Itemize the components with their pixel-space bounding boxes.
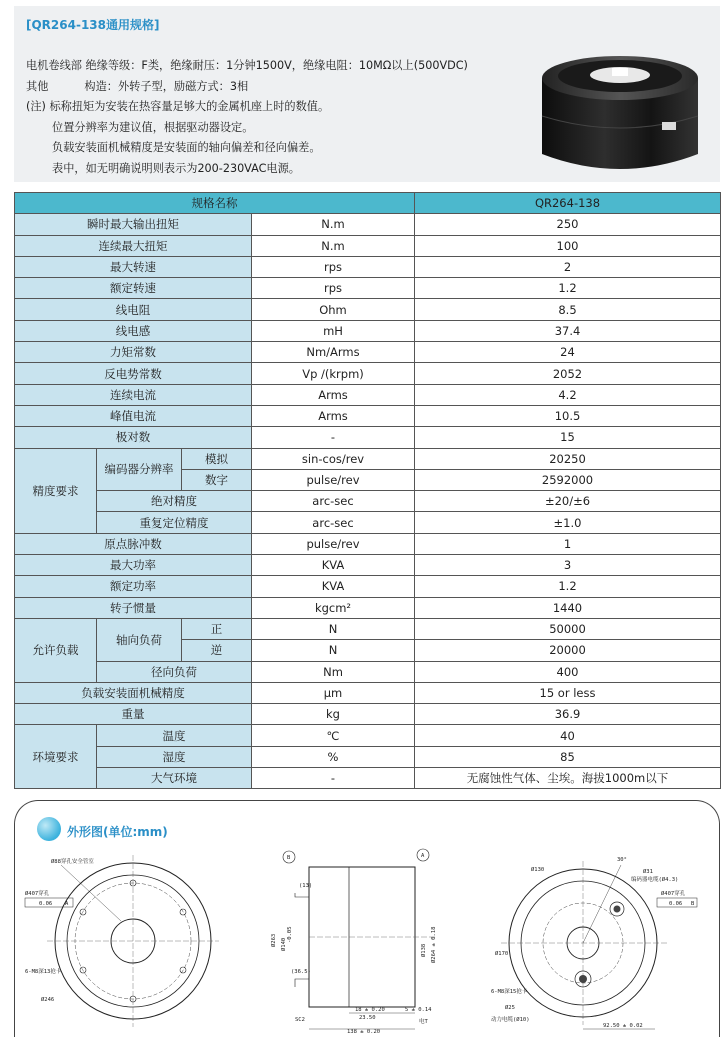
table-row: 允许负载 轴向负荷 正 N 50000 (15, 618, 721, 639)
drawing-label: Ø130 (531, 867, 545, 873)
drawing-label: Ø407穿孔 (661, 891, 686, 897)
table-row: 线电感 mH 37.4 (15, 320, 721, 341)
table-row: 力矩常数 Nm/Arms 24 (15, 342, 721, 363)
drawing-label: (13) (299, 883, 313, 889)
header-model: QR264-138 (415, 193, 721, 214)
drawing-label: -0.05 (287, 926, 293, 943)
outline-drawing-panel (14, 800, 720, 1037)
table-row: 精度要求 编码器分辨率 模拟 sin-cos/rev 20250 (15, 448, 721, 469)
table-row: 转子惯量 kgcm² 1440 (15, 597, 721, 618)
spec-title: [QR264-138通用规格] (26, 18, 160, 32)
table-row: 连续最大扭矩 N.m 100 (15, 235, 721, 256)
table-row: 极对数 - 15 (15, 427, 721, 448)
drawing-label: 6-M8深13抢卡 (25, 969, 62, 975)
drawing-label: Ø138 (421, 943, 427, 957)
note-line: 位置分辨率为建议值，根据驱动器设定。 (52, 120, 254, 134)
drawing-label: 动力电缆(Ø10) (491, 1017, 530, 1023)
table-row: 额定功率 KVA 1.2 (15, 576, 721, 597)
drawing-label: Ø31 (643, 869, 653, 875)
table-row: 瞬时最大输出扭矩 N.m 250 (15, 214, 721, 235)
note-line: 表中，如无明确说明则表示为200-230VAC电源。 (52, 161, 300, 175)
drawing-label: SC2 (295, 1017, 305, 1023)
table-row: 环境要求 温度 ℃ 40 (15, 725, 721, 746)
drawing-label: 6-M8深15抢卡 (491, 989, 528, 995)
drawing-label: Ø140 (281, 937, 287, 951)
table-row: 逆 N 20000 (15, 640, 721, 661)
drawing-label: Ø263 (271, 933, 277, 947)
table-row: 绝对精度 arc-sec ±20/±6 (15, 491, 721, 512)
note-line: 其他 构造：外转子型，励磁方式：3相 (26, 79, 249, 93)
drawing-label: (36.5) (291, 969, 311, 975)
drawing-label: 23.50 (359, 1015, 376, 1021)
drawing-label: 0.06 (39, 901, 53, 907)
subgroup-label: 编码器分辨率 (97, 448, 182, 491)
table-row: 径向负荷 Nm 400 (15, 661, 721, 682)
front-view-drawing (21, 851, 235, 1031)
note-line: 电机卷线部 绝缘等级：F类，绝缘耐压：1分钟1500V，绝缘电阻：10MΩ以上(500VDC) (26, 59, 468, 72)
table-row: 连续电流 Arms 4.2 (15, 384, 721, 405)
table-row: 大气环境 - 无腐蚀性气体、尘埃。海拔1000m以下 (15, 768, 721, 789)
drawing-label: Ø25 (505, 1005, 515, 1011)
drawing-label: 30° (617, 857, 627, 863)
table-row: 额定转速 rps 1.2 (15, 278, 721, 299)
drawing-label: A (65, 901, 69, 907)
table-row: 最大转速 rps 2 (15, 256, 721, 277)
drawing-label: 电T (419, 1019, 428, 1025)
table-row: 负载安装面机械精度 μm 15 or less (15, 682, 721, 703)
table-row: 原点脉冲数 pulse/rev 1 (15, 533, 721, 554)
drawing-label: Ø264 ± 0.18 (431, 926, 437, 963)
intro-panel (14, 6, 720, 182)
table-row: 反电势常数 Vp /(krpm) 2052 (15, 363, 721, 384)
drawing-label: B (287, 855, 291, 861)
motor-product-image (534, 46, 706, 174)
table-row: 重复定位精度 arc-sec ±1.0 (15, 512, 721, 533)
group-label: 允许负载 (15, 618, 97, 682)
drawing-label: 92.50 ± 0.02 (603, 1023, 643, 1029)
spec-table (14, 192, 721, 789)
subgroup-label: 轴向负荷 (97, 618, 182, 661)
table-row: 数字 pulse/rev 2592000 (15, 469, 721, 490)
drawing-label: Ø407穿孔 (25, 891, 50, 897)
table-header-row (15, 193, 721, 214)
table-row: 峰值电流 Arms 10.5 (15, 405, 721, 426)
group-label: 环境要求 (15, 725, 97, 789)
header-spec-name: 规格名称 (15, 193, 415, 214)
drawing-label: 18 ± 0.20 (355, 1007, 385, 1013)
drawing-label: Ø88穿孔安全管室 (51, 859, 94, 865)
drawing-label: 5 ± 0.14 (405, 1007, 432, 1013)
side-view-drawing (255, 847, 455, 1035)
drawing-label: 编码器电缆(Ø4.3) (631, 877, 679, 883)
table-row: 线电阻 Ohm 8.5 (15, 299, 721, 320)
drawing-label: B (691, 901, 695, 907)
drawing-label: A (421, 853, 425, 859)
drawing-label: 0.06 (669, 901, 683, 907)
drawing-label: 138 ± 0.20 (347, 1029, 381, 1035)
note-line: 负载安装面机械精度是安装面的轴向偏差和径向偏差。 (52, 141, 321, 154)
drawing-title: 外形图(单位:mm) (67, 825, 168, 839)
intro-notes (26, 56, 468, 179)
table-row: 重量 kg 36.9 (15, 704, 721, 725)
group-label: 精度要求 (15, 448, 97, 533)
section-bullet-icon (37, 817, 61, 841)
drawing-label: Ø246 (41, 997, 55, 1003)
rear-view-drawing (471, 843, 711, 1035)
table-row: 最大功率 KVA 3 (15, 555, 721, 576)
drawing-label: Ø170 (495, 951, 509, 957)
note-line: (注) 标称扭矩为安装在热容量足够大的金属机座上时的数值。 (26, 100, 330, 113)
table-row: 湿度 % 85 (15, 746, 721, 767)
